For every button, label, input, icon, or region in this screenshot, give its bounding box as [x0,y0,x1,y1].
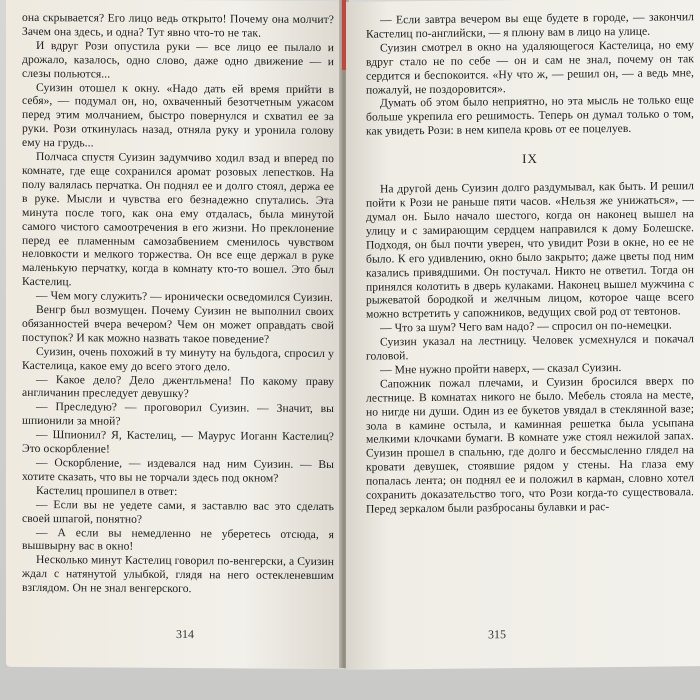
paragraph: Суизин, очень похожий в ту минуту на бульдога, спросил у Кастелица, какое ему до всего этого дело. [22,344,334,374]
paragraph: она скрывается? Его лицо ведь открыто! Почему она молчит? Зачем она здесь, и одна? Тут явно что-то не так. [22,10,334,40]
paragraph: Полчаса спустя Суизин задумчиво ходил взад и вперед по комнате, где еще сохранился аромат розовых лепестков. На полу валялась перчатка. Он поднял ее и долго стоял, держа ее в руке. Мысли и чувства его безнадежно спутались. Эта минута после того, как она ему отдалась, была минутой самого чистого самоотречения в его жизни. Но преклонение перед ее пламенным самозабвением сменилось чувством неловкости и мелкого торжества. Он все еще держал в руке маленькую перчатку, когда в комнату кто-то вошел. Это был Кастелиц. [22,150,334,289]
right-page-text-after [366,179,694,516]
paragraph: — Какое дело? Дело джентльмена! По какому праву англичанин преследует девушку? [22,372,334,401]
open-book [6,0,700,668]
right-page-text-before [366,10,694,139]
paragraph: Несколько минут Кастелиц говорил по-венгерски, а Суизин ждал с натянутой улыбкой, глядя на него остекленевшим взглядом. Он не знал венгерского. [22,553,334,596]
paragraph: Думать об этом было неприятно, но эта мысль не только еще больше укрепила его решимость. Теперь он думал только о том, как увидеть Рози: в нем кипела кровь от ее поцелуев. [366,93,694,138]
right-page [346,0,700,670]
paragraph: Суизин указал на лестницу. Человек усмехнулся и покачал головой. [366,332,694,363]
paragraph: — Чем могу служить? — иронически осведомился Суизин. [36,289,333,305]
paragraph: Венгр был возмущен. Почему Суизин не выполнил своих обязанностей вчера вечером? Чем он может оправдать свой поступок? И как можно назвать такое поведение? [22,303,334,346]
paragraph: — А если вы немедленно не уберетесь отсюда, я вышвырну вас в окно! [22,525,334,554]
paragraph: Сапожник пожал плечами, и Суизин бросился вверх по лестнице. В комнатах никого не было. Мебель стояла на месте, но нигде ни души. Один из ее букетов увядал в стеклянной вазе; зола в камине остыла, и каминная решетка была усыпана мелкими клочками бумаги. В комнате уже стоял нежилой запах. Суизин прошел в спальню, где долго и бессмысленно глядел на кровати девушек, стоявшие рядом у стены. На глаза ему попалась лента; он поднял ее и положил в карман, словно хотел сохранить доказательство того, что Рози когда-то существовала. Перед зеркалом были разбросаны булавки и рас- [366,374,694,516]
left-page-number: 314 [176,627,194,642]
paragraph: — Шпионил? Я, Кастелиц, — Маурус Иоганн Кастелиц? Это оскорбление! [22,428,334,456]
right-page-number: 315 [488,627,506,642]
paragraph: Суизин отошел к окну. «Надо дать ей время прийти в себя», — подумал он, но, охваченный безотчетным ужасом перед этим молчанием, быстро повернулся и схватил ее за руки. Рози откинулась назад, отняла руку и уронила голову ему на грудь... [22,80,334,150]
paragraph: Кастелиц прошипел в ответ: [36,483,178,498]
paragraph: — Мне нужно пройти наверх, — сказал Суизин. [380,360,622,377]
paragraph: Суизин смотрел в окно на удаляющегося Кастелица, но ему вдруг стало не по себе — он и сам не знал, почему он так сердится и беспокоится. «Ну что ж, — решил он, — а ведь мне, пожалуй, не поздоровится». [366,38,694,97]
paragraph: — Оскорбление, — издевался над ним Суизин. — Вы хотите сказать, что вы не торчали здесь под окном? [22,456,334,485]
paragraph: На другой день Суизин долго раздумывал, как быть. И решил пойти к Рози не раньше пяти часов. «Нельзя же унижаться», — думал он. Было начало шестого, когда он наконец вышел на улицу и с замирающим сердцем направился к дому Болешске. Подходя, он был почти уверен, что увидит Рози в окне, но ее не было. К его удивлению, окно было закрыто; даже цветы под ним казались привядшими. Он постучал. Никто не ответил. Тогда он принялся колотить в дверь кулаками. Наконец вышел мужчина с рыжеватой бородкой и желчным лицом, которое чаще всего можно встретить у сапожников, ведущих свой род от тевтонов. [366,179,694,321]
paragraph: — Если завтра вечером вы еще будете в городе, — закончил Кастелиц по-английски, — я плюну вам в лицо на улице. [366,10,694,41]
paragraph: И вдруг Рози опустила руки — все лицо ее пылало и дрожало, казалось, одно слово, даже одно движение — и слезы польются... [22,38,334,81]
paragraph: — Что за шум? Чего вам надо? — спросил он по-немецки. [380,318,672,335]
chapter-heading: IX [522,151,538,167]
left-page [6,0,344,669]
paragraph: — Если вы не уедете сами, я заставлю вас это сделать своей шпагой, понятно? [22,497,334,526]
paragraph: — Преследую? — проговорил Суизин. — Значит, вы шпионили за мной? [22,400,334,428]
left-page-text [22,11,334,597]
